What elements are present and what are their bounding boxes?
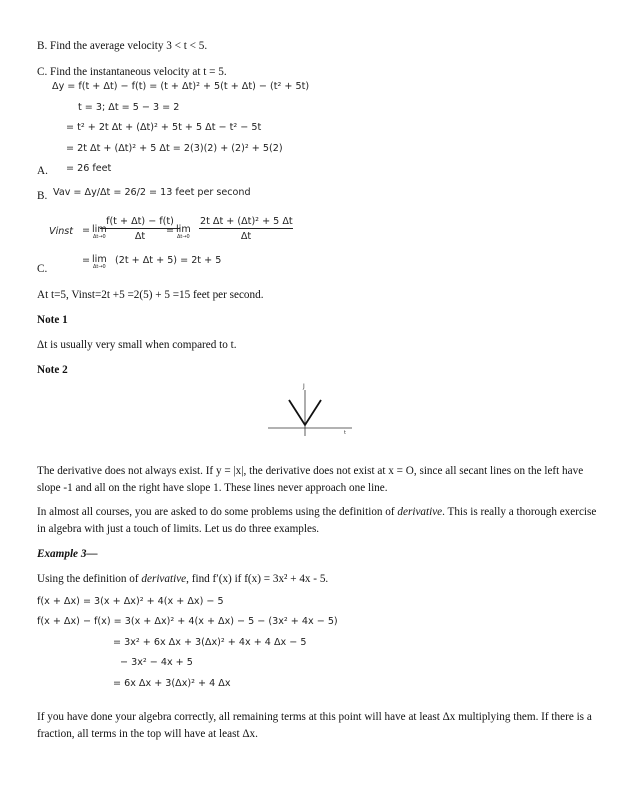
instantaneous-velocity-at-5: At t=5, Vinst=2t +5 =2(5) + 5 =15 feet per second.	[37, 289, 264, 301]
result-b: Vav = Δy/Δt = 26/2 = 13 feet per second	[53, 187, 251, 198]
values-equation: t = 3; Δt = 5 − 3 = 2	[78, 102, 180, 113]
label-b: B.	[37, 190, 48, 202]
graph-x-label: t	[344, 430, 346, 436]
closing-paragraph: If you have done your algebra correctly, all remaining terms at this point will have at least Δx multiplying them. If there is a fraction, all terms in the top will have at least Δx.	[37, 711, 592, 740]
expand-equation: = t² + 2t Δt + (Δt)² + 5t + 5 Δt − t² − 5t	[66, 122, 262, 133]
fraction-2-bar	[199, 228, 293, 229]
limit-2-word: lim	[176, 224, 191, 235]
example-intro-before: Using the definition of	[37, 573, 142, 585]
example-line-3: = 3x² + 6x Δx + 3(Δx)² + 4x + 4 Δx − 5	[113, 637, 307, 648]
courses-paragraph-before: In almost all courses, you are asked to do some problems using the definition of	[37, 506, 398, 518]
courses-paragraph	[37, 504, 597, 538]
example-title: Example 3—	[37, 548, 98, 560]
example-line-1: f(x + Δx) = 3(x + Δx)² + 4(x + Δx) − 5	[37, 596, 224, 607]
limit-result: (2t + Δt + 5) = 2t + 5	[115, 255, 222, 266]
v-inst-label: Vinst	[49, 226, 74, 237]
note1-title: Note 1	[37, 314, 68, 326]
derivative-paragraph: The derivative does not always exist. If y = |x|, the derivative does not exist at x = O, since all secant lines on the left have slope -1 and all on the right have slope 1. These lines never approach one line.	[37, 465, 584, 494]
part-c-header: C. Find the instantaneous velocity at t = 5.	[37, 66, 227, 78]
fraction-2-denominator: Δt	[240, 231, 252, 242]
note1-text: Δt is usually very small when compared to t.	[37, 339, 237, 351]
limit-1-under: Δt→0	[92, 234, 106, 240]
limit-1-word: lim	[92, 224, 107, 235]
note2-title: Note 2	[37, 364, 68, 376]
equals-sign-1: =	[82, 225, 91, 236]
fraction-1-numerator: f(t + Δt) − f(t)	[106, 216, 174, 227]
limit-2	[176, 224, 191, 240]
example-intro-after: , find f′(x) if f(x) = 3x² + 4x - 5.	[186, 573, 329, 585]
courses-paragraph-term: derivative	[397, 506, 443, 518]
fraction-2	[199, 216, 293, 242]
limit-3	[92, 254, 107, 270]
delta-y-equation: Δy = f(t + Δt) − f(t) = (t + Δt)² + 5(t + Δt) − (t² + 5t)	[52, 81, 310, 92]
limit-3-under: Δt→0	[92, 264, 106, 270]
graph-y-label: J	[303, 383, 305, 390]
equals-sign-3: =	[82, 255, 91, 266]
fraction-1-denominator: Δt	[134, 231, 146, 242]
simplify-equation: = 2t Δt + (Δt)² + 5 Δt = 2(3)(2) + (2)² + 5(2)	[66, 143, 283, 154]
example-intro	[37, 572, 328, 586]
label-c: C.	[37, 263, 48, 275]
limit-2-under: Δt→0	[176, 234, 190, 240]
example-line-2: f(x + Δx) − f(x) = 3(x + Δx)² + 4(x + Δx) − 5 − (3x² + 4x − 5)	[37, 616, 338, 627]
example-line-4: − 3x² − 4x + 5	[120, 657, 193, 668]
fraction-2-numerator: 2t Δt + (Δt)² + 5 Δt	[200, 216, 293, 227]
courses-paragraph-after: . This is really a thorough exercise in algebra with just a touch of limits. Let us do three examples.	[37, 506, 597, 535]
equals-sign-2: =	[166, 225, 175, 236]
result-a: = 26 feet	[66, 163, 112, 174]
limit-3-word: lim	[92, 254, 107, 265]
example-intro-term: derivative	[141, 573, 187, 585]
part-b-header: B. Find the average velocity 3 < t < 5.	[37, 40, 208, 52]
abs-value-graph	[260, 378, 360, 438]
example-line-5: = 6x Δx + 3(Δx)² + 4 Δx	[113, 678, 231, 689]
label-a: A.	[37, 165, 48, 177]
